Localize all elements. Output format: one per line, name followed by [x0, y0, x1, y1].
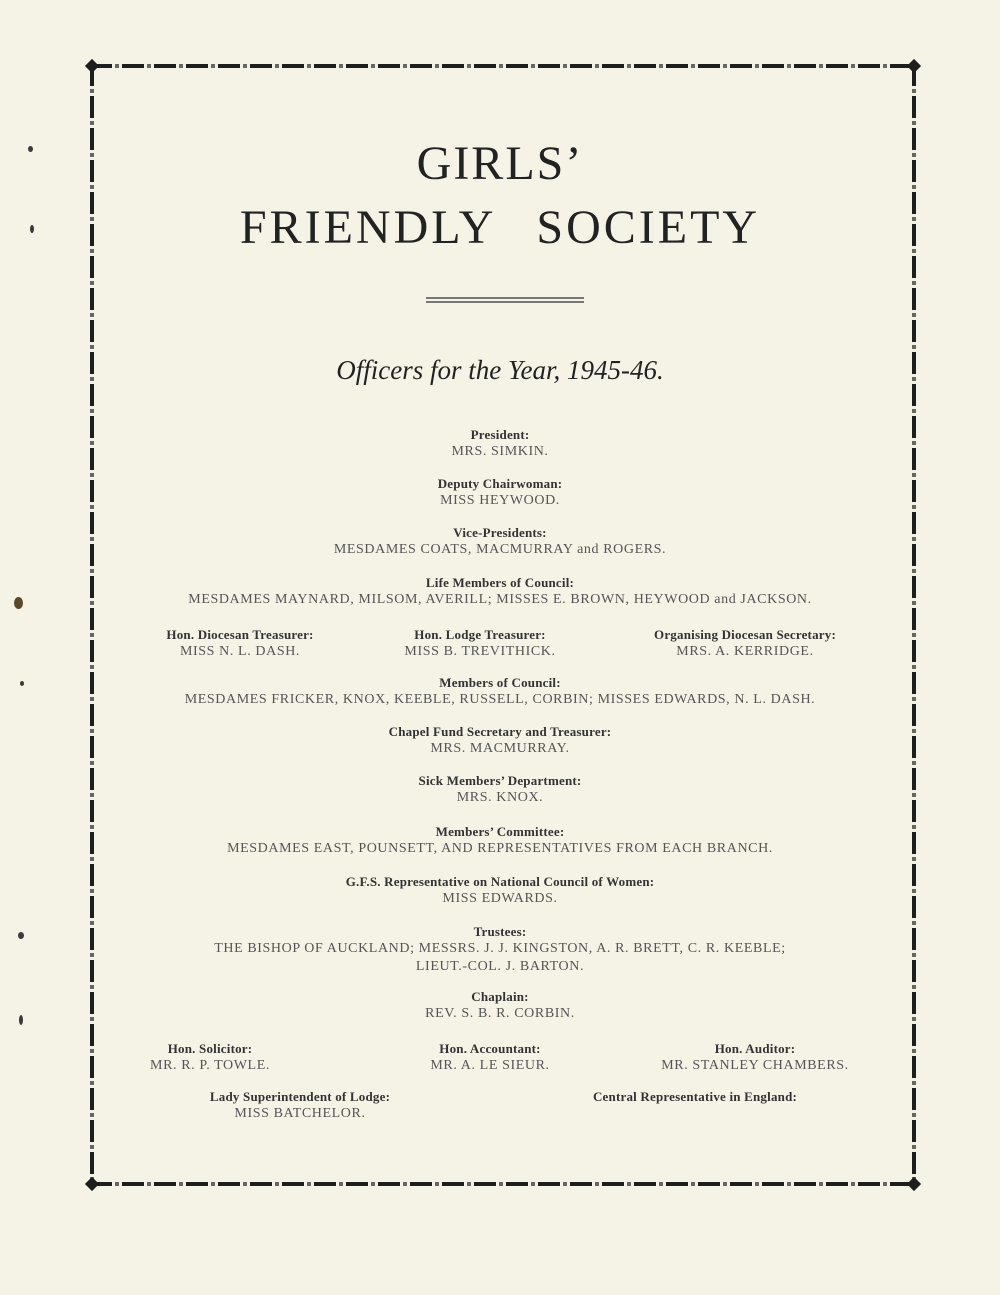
officer-members-committee	[100, 823, 900, 858]
officer-sick-members	[100, 772, 900, 807]
officer-name: MISS B. TREVITHICK.	[404, 644, 556, 659]
role-label: President:	[470, 427, 530, 442]
officer-name: MR. STANLEY CHAMBERS.	[661, 1058, 849, 1073]
officer-lady-superintendent	[180, 1088, 420, 1123]
officer-name: REV. S. B. R. CORBIN.	[425, 1006, 575, 1021]
corner-ornament-icon	[907, 59, 921, 73]
officer-organising-secretary	[620, 626, 870, 661]
role-label: Members’ Committee:	[435, 824, 565, 839]
role-label: Hon. Lodge Treasurer:	[414, 627, 546, 642]
title-word-society: SOCIETY	[536, 201, 761, 254]
officer-name: MR. R. P. TOWLE.	[150, 1058, 270, 1073]
punch-mark	[18, 932, 24, 939]
officer-name: THE BISHOP OF AUCKLAND; MESSRS. J. J. KINGSTON, A. R. BRETT, C. R. KEEBLE;	[214, 941, 786, 956]
officer-gfs-representative	[100, 873, 900, 908]
officer-deputy-chairwoman	[100, 475, 900, 510]
officer-name: MISS EDWARDS.	[442, 891, 558, 906]
officer-name: MISS HEYWOOD.	[440, 493, 560, 508]
officer-trustees	[100, 923, 900, 976]
page-title-line-2	[0, 200, 1000, 255]
officer-name: MISS BATCHELOR.	[234, 1106, 366, 1121]
role-label: Members of Council:	[439, 675, 561, 690]
officer-name: LIEUT.-COL. J. BARTON.	[415, 959, 585, 974]
officer-auditor	[640, 1040, 870, 1075]
officer-members-of-council	[110, 674, 890, 709]
officer-name: MRS. KNOX.	[456, 790, 544, 805]
officer-name: MESDAMES FRICKER, KNOX, KEEBLE, RUSSELL, CORBIN; MISSES EDWARDS, N. L. DASH.	[184, 692, 816, 707]
role-label: Organising Diocesan Secretary:	[654, 627, 836, 642]
officer-name: MRS. A. KERRIDGE.	[676, 644, 814, 659]
role-label: Lady Superintendent of Lodge:	[209, 1089, 391, 1104]
role-label: Hon. Auditor:	[714, 1041, 796, 1056]
role-label: Life Members of Council:	[425, 575, 575, 590]
border-top	[90, 64, 916, 68]
officer-chapel-fund	[100, 723, 900, 758]
officer-central-representative	[555, 1088, 835, 1105]
officer-chaplain	[100, 988, 900, 1023]
punch-mark	[20, 681, 24, 686]
officer-name: MESDAMES EAST, POUNSETT, AND REPRESENTATIVES FROM EACH BRANCH.	[227, 841, 773, 856]
punch-mark	[19, 1015, 23, 1025]
officer-diocesan-treasurer	[140, 626, 340, 661]
corner-ornament-icon	[907, 1177, 921, 1191]
double-rule-divider	[426, 297, 584, 303]
role-label: Chapel Fund Secretary and Treasurer:	[388, 724, 612, 739]
officer-name: MESDAMES MAYNARD, MILSOM, AVERILL; MISSES E. BROWN, HEYWOOD and JACKSON.	[188, 592, 812, 607]
role-label: Sick Members’ Department:	[418, 773, 582, 788]
punch-mark	[14, 597, 23, 609]
title-word-friendly: FRIENDLY	[239, 201, 497, 254]
role-label: Hon. Solicitor:	[167, 1041, 253, 1056]
officer-lodge-treasurer	[380, 626, 580, 661]
role-label: G.F.S. Representative on National Council of Women:	[345, 874, 655, 889]
officer-vice-presidents	[100, 524, 900, 559]
officer-name: MISS N. L. DASH.	[179, 644, 301, 659]
officer-name: MESDAMES COATS, MACMURRAY and ROGERS.	[333, 542, 667, 557]
role-label: Deputy Chairwoman:	[437, 476, 563, 491]
role-label: Hon. Diocesan Treasurer:	[166, 627, 314, 642]
corner-ornament-icon	[85, 1177, 99, 1191]
page-title-line-1: GIRLS’	[416, 137, 584, 190]
officer-accountant	[405, 1040, 575, 1075]
officer-name: MRS. SIMKIN.	[451, 444, 549, 459]
officer-solicitor	[130, 1040, 290, 1075]
role-label: Vice-Presidents:	[453, 525, 547, 540]
border-bottom	[90, 1182, 916, 1186]
corner-ornament-icon	[85, 59, 99, 73]
role-label: Central Representative in England:	[592, 1089, 798, 1104]
officer-life-members	[110, 574, 890, 609]
officer-president	[100, 426, 900, 461]
role-label: Trustees:	[473, 924, 527, 939]
subtitle: Officers for the Year, 1945-46.	[336, 355, 664, 385]
role-label: Chaplain:	[471, 989, 529, 1004]
officer-name: MR. A. LE SIEUR.	[430, 1058, 550, 1073]
role-label: Hon. Accountant:	[439, 1041, 541, 1056]
officer-name: MRS. MACMURRAY.	[430, 741, 570, 756]
